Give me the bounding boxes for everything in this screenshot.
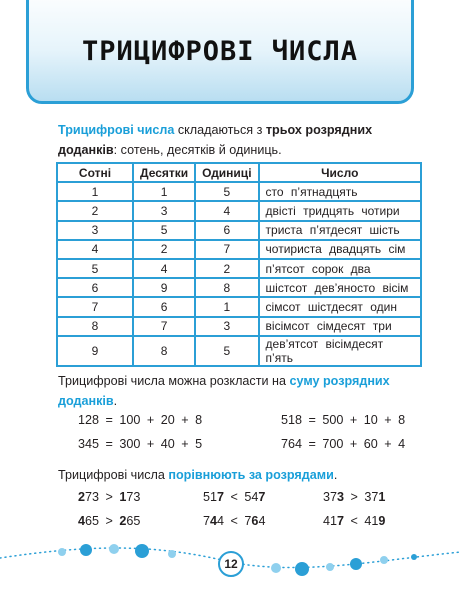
cell-hundreds: 6 — [57, 278, 133, 297]
sum-text: Трицифрові числа можна розкласти на — [58, 374, 290, 388]
cell-tens: 4 — [133, 259, 195, 278]
digit-rest: 54 — [244, 490, 259, 504]
sum-example-3: 345 = 300 + 40 + 5 — [78, 437, 203, 451]
page-title: ТРИЦИФРОВІ ЧИСЛА — [81, 36, 359, 67]
table-row — [57, 317, 421, 336]
table-header-row — [57, 163, 421, 182]
digit-rest: 37 — [364, 490, 379, 504]
cell-units: 3 — [195, 317, 258, 336]
comparison-sign: > — [105, 490, 113, 504]
intro-bold: трьох розрядних доданків — [58, 123, 373, 157]
header-hundreds: Сотні — [57, 163, 133, 182]
digit-rest: 41 — [364, 514, 379, 528]
cell-number-words: вісімсот сімдесят три — [259, 317, 421, 336]
cell-units: 2 — [195, 259, 258, 278]
cell-hundreds: 9 — [57, 336, 133, 366]
intro-term: Трицифрові числа — [58, 123, 175, 137]
table-row — [57, 240, 421, 259]
digit-highlight: 6 — [251, 514, 259, 528]
page-number: 12 — [218, 551, 244, 577]
cell-number-words: двісті тридцять чотири — [259, 201, 421, 220]
intro-text-1: складаються з — [174, 123, 266, 137]
cell-tens: 8 — [133, 336, 195, 366]
cell-hundreds: 7 — [57, 297, 133, 316]
table-row — [57, 221, 421, 240]
digit-highlight: 4 — [210, 514, 218, 528]
digit-highlight: 3 — [337, 490, 345, 504]
digit-rest: 41 — [323, 514, 338, 528]
cell-hundreds: 8 — [57, 317, 133, 336]
cell-tens: 6 — [133, 297, 195, 316]
digit-highlight: 2 — [78, 490, 86, 504]
cell-units: 5 — [195, 182, 258, 201]
digit-rest: 73 — [126, 490, 141, 504]
cell-tens: 3 — [133, 201, 195, 220]
digit-highlight: 2 — [119, 514, 127, 528]
digit-highlight: 1 — [119, 490, 127, 504]
cell-tens: 9 — [133, 278, 195, 297]
table-row — [57, 182, 421, 201]
header-number: Число — [259, 163, 421, 182]
digit-rest: 37 — [323, 490, 338, 504]
sum-highlight: суму розрядних доданків — [58, 374, 390, 408]
comparison-2 — [203, 490, 265, 504]
digit-rest: 51 — [203, 490, 218, 504]
digit-rest: 7 — [203, 514, 211, 528]
sum-example-2: 518 = 500 + 10 + 8 — [281, 413, 406, 427]
digit-highlight: 7 — [337, 514, 345, 528]
sum-end: . — [113, 394, 118, 408]
digit-rest: 7 — [244, 514, 252, 528]
sum-example-4: 764 = 700 + 60 + 4 — [281, 437, 406, 451]
digit-highlight: 1 — [378, 490, 386, 504]
comparison-sign: > — [105, 514, 113, 528]
digit-rest: 4 — [258, 514, 266, 528]
table-row — [57, 336, 421, 366]
table-row — [57, 278, 421, 297]
digits-table — [56, 162, 422, 367]
cell-tens: 7 — [133, 317, 195, 336]
cell-number-words: чотириста двадцять сім — [259, 240, 421, 259]
comparison-3 — [323, 490, 385, 504]
comparison-1 — [78, 490, 140, 504]
cell-units: 1 — [195, 297, 258, 316]
compare-text: Трицифрові числа — [58, 468, 169, 482]
table-row — [57, 297, 421, 316]
header-units: Одиниці — [195, 163, 258, 182]
cell-number-words: дев’ятсот вісімдесят п’ять — [259, 336, 421, 366]
table-row — [57, 201, 421, 220]
digit-rest: 73 — [85, 490, 100, 504]
comparison-sign: < — [350, 514, 358, 528]
cell-tens: 1 — [133, 182, 195, 201]
comparison-sign: < — [230, 514, 238, 528]
cell-number-words: сто п’ятнадцять — [259, 182, 421, 201]
comparison-sign: < — [230, 490, 238, 504]
digit-rest: 65 — [85, 514, 100, 528]
cell-units: 5 — [195, 336, 258, 366]
cell-number-words: триста п’ятдесят шість — [259, 221, 421, 240]
cell-units: 6 — [195, 221, 258, 240]
cell-tens: 5 — [133, 221, 195, 240]
cell-hundreds: 5 — [57, 259, 133, 278]
compare-end: . — [333, 468, 338, 482]
digit-highlight: 7 — [258, 490, 266, 504]
compare-highlight: порівнюють за розрядами — [168, 468, 334, 482]
cell-hundreds: 3 — [57, 221, 133, 240]
digit-highlight: 4 — [78, 514, 86, 528]
header-tens: Десятки — [133, 163, 195, 182]
cell-units: 7 — [195, 240, 258, 259]
digit-rest: 65 — [126, 514, 141, 528]
digit-rest: 4 — [217, 514, 225, 528]
sum-paragraph — [58, 371, 424, 411]
compare-paragraph — [58, 465, 424, 485]
sum-example-1: 128 = 100 + 20 + 8 — [78, 413, 203, 427]
cell-hundreds: 2 — [57, 201, 133, 220]
cell-hundreds: 1 — [57, 182, 133, 201]
digit-highlight: 9 — [378, 514, 386, 528]
cell-tens: 2 — [133, 240, 195, 259]
comparison-sign: > — [350, 490, 358, 504]
cell-number-words: сімсот шістдесят один — [259, 297, 421, 316]
cell-hundreds: 4 — [57, 240, 133, 259]
intro-text-2: : сотень, десятків й одиниць. — [113, 143, 282, 157]
cell-units: 8 — [195, 278, 258, 297]
table-row — [57, 259, 421, 278]
cell-number-words: шістсот дев’яносто вісім — [259, 278, 421, 297]
cell-units: 4 — [195, 201, 258, 220]
digit-highlight: 7 — [217, 490, 225, 504]
cell-number-words: п’ятсот сорок два — [259, 259, 421, 278]
intro-paragraph — [58, 120, 424, 160]
